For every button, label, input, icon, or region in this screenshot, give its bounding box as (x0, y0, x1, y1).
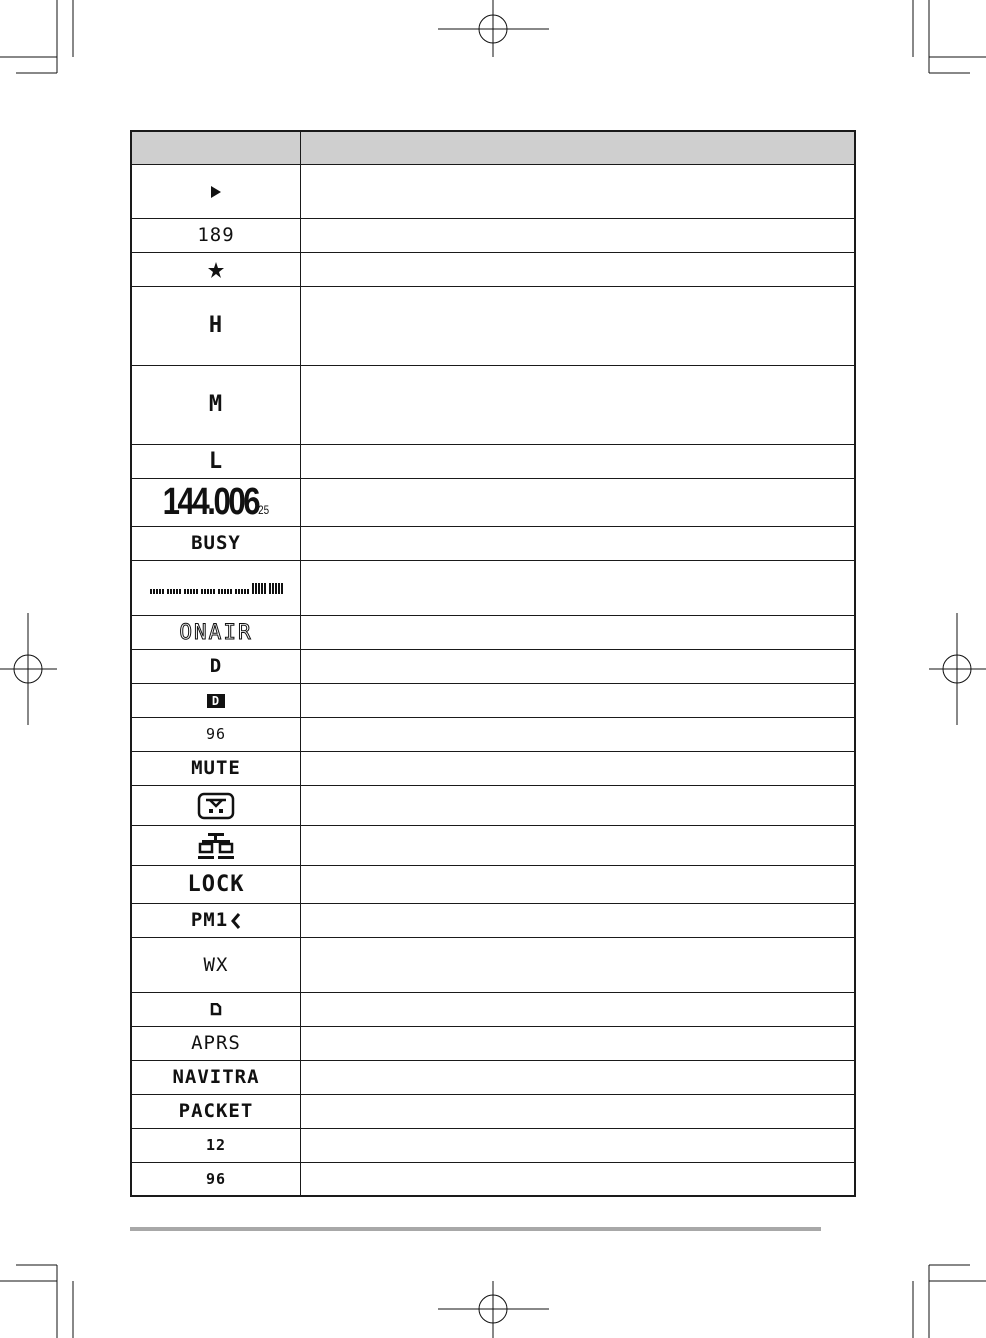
description-cell (301, 561, 854, 615)
table-row (132, 751, 854, 785)
frequency-main: 144.006 (162, 481, 259, 523)
header-indicator-cell (132, 132, 301, 164)
table-row (132, 1060, 854, 1094)
description-cell (301, 165, 854, 218)
indicator-cell (132, 938, 301, 992)
indicator-table (130, 130, 856, 1197)
indicator-cell (132, 786, 301, 825)
indicator-d-inverse: D (207, 694, 225, 708)
table-row (132, 252, 854, 286)
table-row (132, 286, 854, 365)
indicator-d: D (209, 655, 223, 677)
description-cell (301, 650, 854, 683)
table-row (132, 1026, 854, 1060)
description-cell (301, 479, 854, 526)
table-row (132, 444, 854, 478)
indicator-power-high: H (208, 313, 224, 338)
indicator-cell (132, 287, 301, 365)
indicator-frequency (163, 481, 269, 524)
indicator-navitra: NAVITRA (172, 1066, 260, 1088)
table-row (132, 1128, 854, 1162)
table-row (132, 865, 854, 903)
footer-rule (130, 1227, 821, 1231)
description-cell (301, 287, 854, 365)
indicator-cell (132, 616, 301, 649)
description-cell (301, 993, 854, 1026)
indicator-cell (132, 1027, 301, 1060)
table-row (132, 683, 854, 717)
table-row (132, 1162, 854, 1195)
indicator-pm1: PM1 (190, 909, 229, 931)
indicator-mute: MUTE (191, 757, 241, 779)
description-cell (301, 219, 854, 252)
description-cell (301, 904, 854, 937)
message-envelope-icon (197, 792, 235, 820)
header-description-cell (301, 132, 854, 164)
description-cell (301, 786, 854, 825)
description-cell (301, 1095, 854, 1128)
indicator-cell (132, 1061, 301, 1094)
description-cell (301, 527, 854, 560)
description-cell (301, 1129, 854, 1162)
description-cell (301, 752, 854, 785)
indicator-packet: PACKET (178, 1100, 254, 1122)
indicator-cell (132, 752, 301, 785)
indicator-cell (132, 561, 301, 615)
table-row (132, 937, 854, 992)
indicator-onair: ONAIR (179, 620, 253, 644)
table-row (132, 560, 854, 615)
indicator-lock: LOCK (187, 871, 245, 897)
table-row (132, 785, 854, 825)
description-cell (301, 938, 854, 992)
pm-arrow-icon (231, 913, 241, 929)
table-row (132, 717, 854, 751)
description-cell (301, 1061, 854, 1094)
table-row (132, 615, 854, 649)
indicator-96-small: 96 (205, 1169, 227, 1188)
description-cell (301, 616, 854, 649)
description-cell (301, 445, 854, 478)
indicator-power-medium: M (208, 392, 224, 417)
description-cell (301, 826, 854, 865)
indicator-cell (132, 527, 301, 560)
indicator-cell (132, 904, 301, 937)
indicator-cell (132, 165, 301, 218)
frequency-sub-digits: 25 (258, 503, 270, 517)
table-row (132, 365, 854, 444)
description-cell (301, 366, 854, 444)
indicator-cell (132, 650, 301, 683)
pointer-triangle-icon (210, 185, 222, 199)
table-row (132, 1094, 854, 1128)
indicator-busy: BUSY (191, 532, 241, 554)
indicator-12: 12 (205, 1136, 227, 1154)
star-icon (207, 261, 225, 279)
indicator-channel-number: 189 (197, 224, 235, 246)
indicator-96: 96 (205, 725, 227, 743)
description-cell (301, 718, 854, 751)
table-row (132, 992, 854, 1026)
description-cell (301, 866, 854, 903)
indicator-cell (132, 718, 301, 751)
indicator-power-low: L (208, 448, 224, 474)
indicator-cell (132, 826, 301, 865)
table-row (132, 649, 854, 683)
table-row (132, 903, 854, 937)
description-cell (301, 253, 854, 286)
table-header-row (132, 132, 854, 164)
table-row (132, 526, 854, 560)
table-row (132, 825, 854, 865)
table-row (132, 164, 854, 218)
table-row (132, 478, 854, 526)
description-cell (301, 1163, 854, 1195)
indicator-cell (132, 1129, 301, 1162)
table-row (132, 218, 854, 252)
description-cell (301, 1027, 854, 1060)
indicator-cell (132, 1163, 301, 1195)
indicator-cell (132, 684, 301, 717)
document-icon (210, 1003, 222, 1016)
description-cell (301, 684, 854, 717)
indicator-cell (132, 219, 301, 252)
s-meter-icon (150, 582, 283, 594)
indicator-cell (132, 445, 301, 478)
indicator-cell (132, 1095, 301, 1128)
indicator-wx: WX (203, 953, 229, 976)
indicator-aprs: APRS (191, 1032, 241, 1054)
indicator-cell (132, 479, 301, 526)
indicator-cell (132, 366, 301, 444)
indicator-cell (132, 866, 301, 903)
indicator-cell (132, 253, 301, 286)
indicator-cell (132, 993, 301, 1026)
network-icon (196, 831, 236, 861)
